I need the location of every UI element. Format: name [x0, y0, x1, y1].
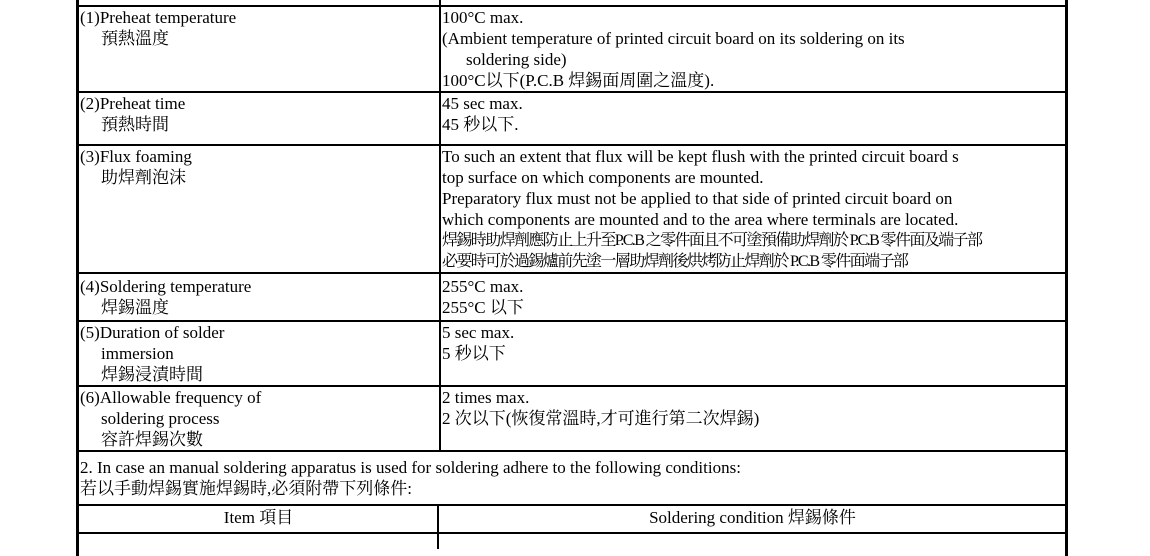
row-item-flux-foaming: (3)Flux foaming 助焊劑泡沫 [80, 147, 192, 187]
row-item-soldering-temperature: (4)Soldering temperature 焊錫溫度 [80, 277, 252, 317]
column-divider [437, 504, 439, 549]
row-condition-preheat-time: 45 sec max. 45 秒以下. [442, 94, 523, 134]
row-divider [76, 272, 1068, 274]
row-condition-solder-immersion: 5 sec max. 5 秒以下 [442, 323, 515, 363]
row-condition-flux-foaming: To such an extent that flux will be kept flush with the printed circuit board s top surface on which components are mounted. Preparatory flux must not be applied to that side of printed circuit board on which components are mounted and to the area where terminals are located. 焊錫時助焊劑應防止上升至P.C.B 之零件面且不可塗預備助焊劑於 P.C.B 零件面及端子部 必要時可於過錫爐前先塗一層助焊劑後烘烤防止焊劑於 P.C.B 零件面端子部 [442, 147, 982, 270]
section-2-heading: 2. In case an manual soldering apparatus is used for soldering adhere to the following conditions: 若以手動焊錫實施焊錫時,必須附帶下列條件: [80, 458, 741, 498]
row-item-preheat-time: (2)Preheat time 預熱時間 [80, 94, 186, 134]
row-item-soldering-frequency: (6)Allowable frequency of soldering process 容許焊錫次數 [80, 388, 262, 449]
row-divider [76, 91, 1068, 93]
row-item-preheat-temperature: (1)Preheat temperature 預熱溫度 [80, 8, 237, 48]
table2-header-item: Item 項目 [223, 508, 294, 527]
column-divider [439, 0, 441, 452]
row-divider [76, 320, 1068, 322]
row-divider [76, 504, 1068, 506]
row-condition-soldering-temperature: 255°C max. 255°C 以下 [442, 277, 524, 317]
row-item-solder-immersion: (5)Duration of solder immersion 焊錫浸漬時間 [80, 323, 225, 384]
table2-header-condition: Soldering condition 焊錫條件 [649, 508, 856, 527]
row-condition-preheat-temperature: 100°C max. (Ambient temperature of printed circuit board on its soldering on its soldering side) 100°C以下(P.C.B 焊錫面周圍之溫度). [442, 8, 905, 90]
row-divider [76, 450, 1068, 452]
row-divider [76, 532, 1068, 534]
row-condition-soldering-frequency: 2 times max. 2 次以下(恢復常溫時,才可進行第二次焊錫) [442, 388, 760, 428]
